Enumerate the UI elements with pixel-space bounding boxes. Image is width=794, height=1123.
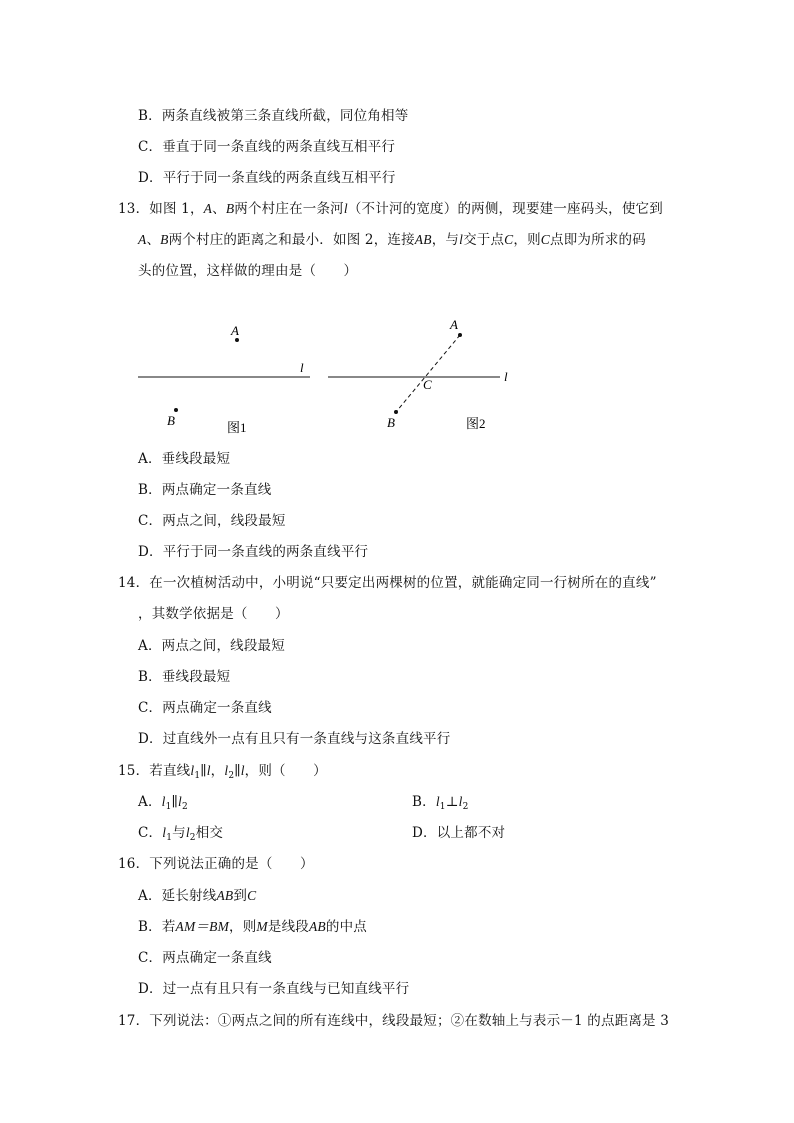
q16-option-a: A．延长射线AB到C bbox=[138, 888, 257, 904]
q15-option-c: C．$l_1$与$l_2$相交 bbox=[138, 825, 224, 843]
q16-option-d: D．过一点有且只有一条直线与已知直线平行 bbox=[138, 981, 410, 997]
fig2-caption: 图2 bbox=[466, 416, 486, 431]
q13-option-d: D．平行于同一条直线的两条直线平行 bbox=[138, 544, 369, 560]
fig1-label-a: A bbox=[231, 323, 239, 338]
q16-option-c: C．两点确定一条直线 bbox=[138, 950, 272, 966]
q15-option-d: D．以上都不对 bbox=[412, 825, 506, 841]
q12-option-d: D．平行于同一条直线的两条直线互相平行 bbox=[138, 170, 396, 186]
fig1-label-l: l bbox=[300, 360, 304, 375]
q14-option-a: A．两点之间，线段最短 bbox=[138, 638, 285, 654]
q13-option-a: A．垂线段最短 bbox=[138, 451, 231, 467]
q14-option-d: D．过直线外一点有且只有一条直线与这条直线平行 bbox=[138, 731, 451, 747]
q16-option-b: B．若AM＝BM，则M是线段AB的中点 bbox=[138, 919, 367, 935]
q12-option-b: B．两条直线被第三条直线所截，同位角相等 bbox=[138, 108, 409, 124]
q13-option-c: C．两点之间，线段最短 bbox=[138, 513, 286, 529]
q13-stem-line3: 头的位置，这样做的理由是（ ） bbox=[138, 263, 358, 279]
q16-stem: 16．下列说法正确的是（ ） bbox=[118, 856, 314, 872]
q14-option-b: B．垂线段最短 bbox=[138, 669, 231, 685]
fig1-label-b: B bbox=[167, 413, 175, 428]
figure-1 bbox=[138, 323, 310, 435]
fig2-label-b: B bbox=[387, 415, 395, 430]
q14-stem-line2: ，其数学依据是（ ） bbox=[138, 606, 289, 622]
fig1-point-a bbox=[235, 338, 239, 342]
q13-stem-line1: 13．如图 1，A、B两个村庄在一条河l（不计河的宽度）的两侧，现要建一座码头，使它到 bbox=[118, 201, 663, 217]
q13-figure bbox=[130, 310, 530, 440]
q17-stem-line1: 17．下列说法：①两点之间的所有连线中，线段最短；②在数轴上与表示－1 的点距离是 3 bbox=[118, 1013, 670, 1029]
fig2-point-b bbox=[394, 410, 398, 414]
fig2-point-a bbox=[458, 333, 462, 337]
fig2-label-a: A bbox=[450, 317, 458, 332]
fig2-label-c: C bbox=[423, 377, 432, 392]
q15-option-b: B．$l_1\perp l_2$ bbox=[412, 794, 469, 812]
q13-stem-line2: A、B两个村庄的距离之和最小．如图 2，连接AB，与l交于点C，则C点即为所求的码 bbox=[138, 232, 646, 248]
q14-option-c: C．两点确定一条直线 bbox=[138, 700, 272, 716]
q15-option-a: A．$l_1\parallel l_2$ bbox=[138, 794, 188, 812]
fig2-segment-ab bbox=[396, 335, 460, 412]
figure-2 bbox=[328, 317, 508, 431]
fig1-caption: 图1 bbox=[227, 420, 247, 435]
q13-option-b: B．两点确定一条直线 bbox=[138, 482, 272, 498]
q15-stem: 15．若直线$l_1\parallel l$，$l_2\parallel l$，则（ ） bbox=[118, 763, 327, 781]
fig2-label-l: l bbox=[504, 369, 508, 384]
q12-option-c: C．垂直于同一条直线的两条直线互相平行 bbox=[138, 139, 396, 155]
q14-stem-line1: 14．在一次植树活动中，小明说“只要定出两棵树的位置，就能确定同一行树所在的直线” bbox=[118, 575, 657, 591]
fig1-point-b bbox=[174, 408, 178, 412]
